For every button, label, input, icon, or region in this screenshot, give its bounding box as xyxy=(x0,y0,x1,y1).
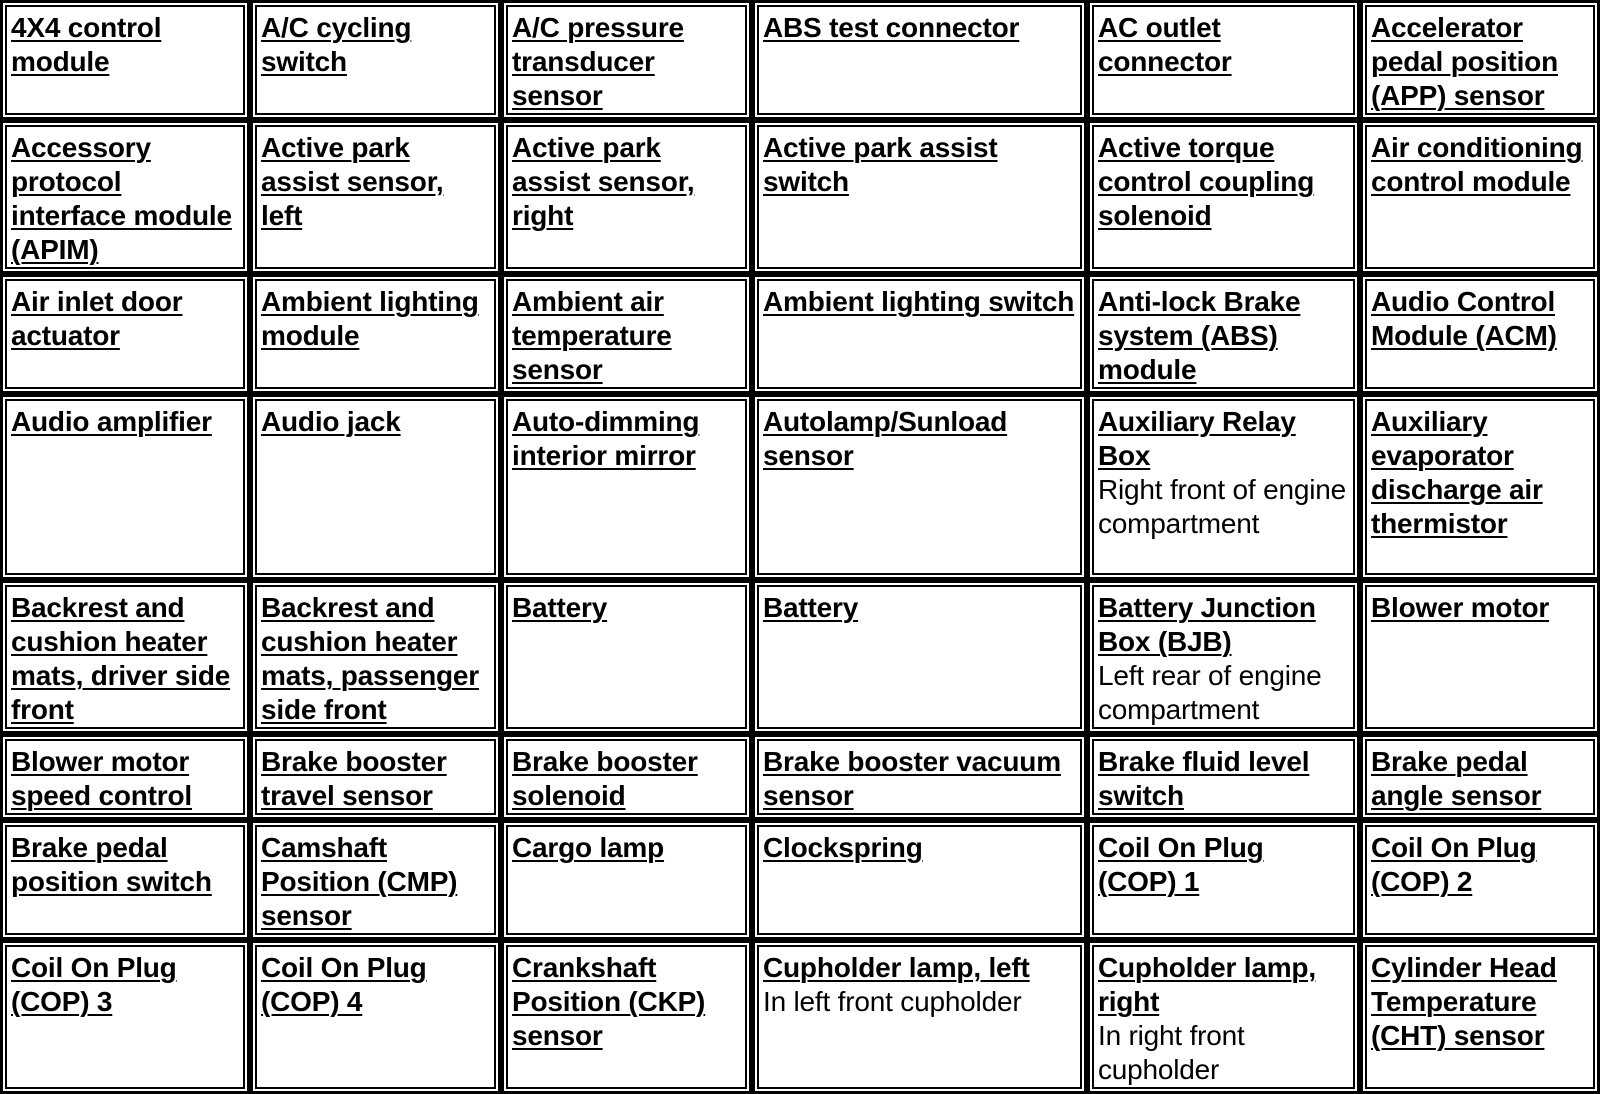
table-cell xyxy=(1087,734,1360,820)
component-link[interactable]: Battery xyxy=(763,592,859,623)
component-link[interactable]: Clockspring xyxy=(763,832,923,863)
component-link[interactable]: Audio Control Module (ACM) xyxy=(1371,286,1557,351)
table-cell xyxy=(1360,820,1600,940)
table-cell xyxy=(752,820,1087,940)
component-location-text: Left rear of engine compartment xyxy=(1098,660,1322,725)
table-cell xyxy=(0,120,250,274)
component-link[interactable]: Battery xyxy=(512,592,608,623)
component-link[interactable]: Audio amplifier xyxy=(11,406,212,437)
table-cell xyxy=(501,120,752,274)
table-cell xyxy=(1360,940,1600,1094)
component-link[interactable]: Auxiliary evaporator discharge air thermistor xyxy=(1371,406,1543,539)
table-cell xyxy=(0,274,250,394)
component-link[interactable]: Audio jack xyxy=(261,406,401,437)
component-link[interactable]: Brake pedal position switch xyxy=(11,832,212,897)
table-cell xyxy=(1087,820,1360,940)
component-link[interactable]: Cupholder lamp, right xyxy=(1098,952,1316,1017)
table-cell xyxy=(1360,394,1600,580)
component-link[interactable]: Brake fluid level switch xyxy=(1098,746,1310,811)
table-row xyxy=(0,274,1600,394)
table-cell xyxy=(752,274,1087,394)
table-cell xyxy=(501,734,752,820)
component-link[interactable]: Auto-dimming interior mirror xyxy=(512,406,700,471)
table-cell xyxy=(250,0,501,120)
component-link[interactable]: Accessory protocol interface module (APIM) xyxy=(11,132,232,265)
table-cell xyxy=(752,394,1087,580)
table-cell xyxy=(250,274,501,394)
component-link[interactable]: Autolamp/Sunload sensor xyxy=(763,406,1008,471)
table-cell xyxy=(1087,580,1360,734)
component-location-text: In right front cupholder xyxy=(1098,1020,1245,1085)
table-cell xyxy=(250,120,501,274)
table-cell xyxy=(752,734,1087,820)
component-link[interactable]: ABS test connector xyxy=(763,12,1020,43)
table-cell xyxy=(1087,274,1360,394)
component-link[interactable]: Camshaft Position (CMP) sensor xyxy=(261,832,458,931)
component-link[interactable]: A/C pressure transducer sensor xyxy=(512,12,684,111)
component-link[interactable]: Battery Junction Box (BJB) xyxy=(1098,592,1316,657)
table-cell xyxy=(1087,940,1360,1094)
component-link[interactable]: Blower motor xyxy=(1371,592,1550,623)
table-cell xyxy=(0,734,250,820)
table-row xyxy=(0,0,1600,120)
component-link[interactable]: Coil On Plug (COP) 2 xyxy=(1371,832,1537,897)
table-cell xyxy=(250,580,501,734)
table-row xyxy=(0,940,1600,1094)
table-cell xyxy=(501,394,752,580)
component-link[interactable]: Anti-lock Brake system (ABS) module xyxy=(1098,286,1301,385)
table-cell xyxy=(752,580,1087,734)
component-link[interactable]: Backrest and cushion heater mats, passenger side front xyxy=(261,592,479,725)
table-cell xyxy=(501,580,752,734)
component-link[interactable]: Air conditioning control module xyxy=(1371,132,1583,197)
table-cell xyxy=(501,820,752,940)
component-link[interactable]: Air inlet door actuator xyxy=(11,286,183,351)
table-row xyxy=(0,580,1600,734)
component-link[interactable]: Brake booster vacuum sensor xyxy=(763,746,1061,811)
table-cell xyxy=(501,0,752,120)
table-cell xyxy=(1360,274,1600,394)
component-link[interactable]: Cylinder Head Temperature (CHT) sensor xyxy=(1371,952,1557,1051)
component-location-text: In left front cupholder xyxy=(763,986,1022,1017)
table-cell xyxy=(0,820,250,940)
component-link[interactable]: 4X4 control module xyxy=(11,12,162,77)
component-link[interactable]: Ambient lighting module xyxy=(261,286,479,351)
component-link[interactable]: Brake booster solenoid xyxy=(512,746,698,811)
component-link[interactable]: Cupholder lamp, left xyxy=(763,952,1030,983)
component-link[interactable]: Active torque control coupling solenoid xyxy=(1098,132,1315,231)
component-link[interactable]: Accelerator pedal position (APP) sensor xyxy=(1371,12,1558,111)
table-cell xyxy=(0,0,250,120)
table-cell xyxy=(752,120,1087,274)
component-link[interactable]: Ambient lighting switch xyxy=(763,286,1075,317)
table-cell xyxy=(752,0,1087,120)
component-link[interactable]: Backrest and cushion heater mats, driver side front xyxy=(11,592,231,725)
component-link[interactable]: Active park assist sensor, left xyxy=(261,132,444,231)
component-link[interactable]: Coil On Plug (COP) 4 xyxy=(261,952,427,1017)
table-cell xyxy=(501,940,752,1094)
component-link[interactable]: Blower motor speed control xyxy=(11,746,192,811)
component-link[interactable]: AC outlet connector xyxy=(1098,12,1232,77)
table-row xyxy=(0,820,1600,940)
table-cell xyxy=(250,820,501,940)
component-link[interactable]: Active park assist sensor, right xyxy=(512,132,695,231)
table-cell xyxy=(0,940,250,1094)
table-cell xyxy=(0,580,250,734)
table-cell xyxy=(1360,734,1600,820)
table-cell xyxy=(501,274,752,394)
table-cell xyxy=(250,734,501,820)
table-cell xyxy=(250,940,501,1094)
table-cell xyxy=(1360,0,1600,120)
table-cell xyxy=(1087,0,1360,120)
table-cell xyxy=(250,394,501,580)
table-cell xyxy=(1360,580,1600,734)
component-link[interactable]: A/C cycling switch xyxy=(261,12,412,77)
table-cell xyxy=(1087,394,1360,580)
component-link[interactable]: Brake pedal angle sensor xyxy=(1371,746,1542,811)
component-link[interactable]: Coil On Plug (COP) 1 xyxy=(1098,832,1264,897)
table-cell xyxy=(1360,120,1600,274)
component-link[interactable]: Coil On Plug (COP) 3 xyxy=(11,952,177,1017)
table-row xyxy=(0,394,1600,580)
component-location-text: Right front of engine compartment xyxy=(1098,474,1346,539)
component-link[interactable]: Ambient air temperature sensor xyxy=(512,286,672,385)
component-link[interactable]: Auxiliary Relay Box xyxy=(1098,406,1296,471)
table-cell xyxy=(1087,120,1360,274)
component-link[interactable]: Crankshaft Position (CKP) sensor xyxy=(512,952,706,1051)
table-cell xyxy=(0,394,250,580)
component-link[interactable]: Active park assist switch xyxy=(763,132,998,197)
table-row xyxy=(0,120,1600,274)
table-row xyxy=(0,734,1600,820)
component-link[interactable]: Cargo lamp xyxy=(512,832,665,863)
component-link[interactable]: Brake booster travel sensor xyxy=(261,746,447,811)
table-cell xyxy=(752,940,1087,1094)
